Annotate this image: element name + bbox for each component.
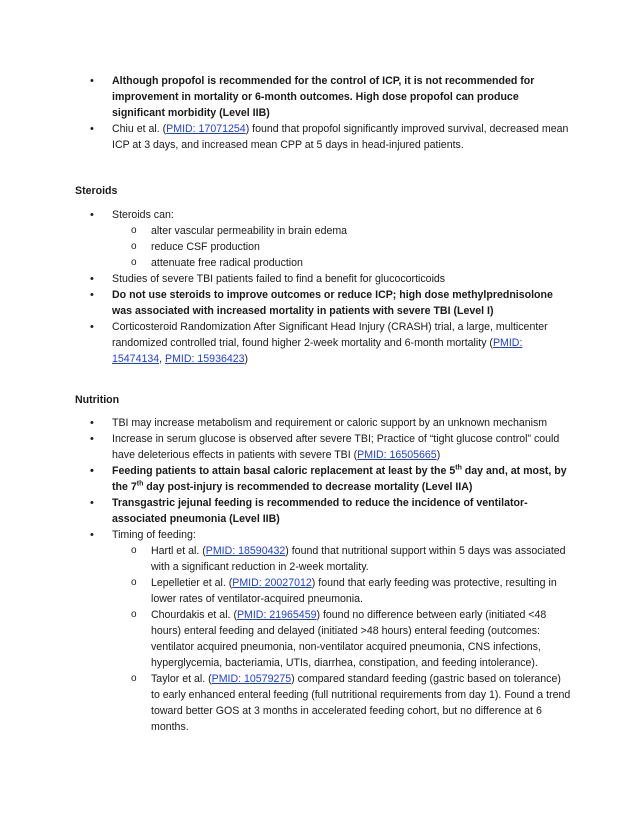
section-heading-steroids: Steroids <box>75 185 118 197</box>
bullet-icon: • <box>90 417 94 429</box>
list-item <box>0 121 638 153</box>
sub-list-item-text: Hartl et al. ( <box>151 545 206 557</box>
ordinal-suffix: th <box>136 480 144 488</box>
list-item <box>0 207 638 223</box>
sub-list-item-text: Lepelletier et al. ( <box>151 577 233 589</box>
list-item-text: Steroids can: <box>112 209 174 221</box>
list-item-text: , <box>159 353 166 365</box>
sub-bullet-icon: o <box>131 545 137 556</box>
nutrition-list <box>0 415 638 735</box>
sub-list-item <box>0 223 638 239</box>
list-item-text: ) <box>244 353 249 365</box>
list-item <box>0 271 638 287</box>
sub-list-item <box>0 671 638 735</box>
sub-list-item-text: Taylor et al. ( <box>151 673 212 685</box>
bullet-icon: • <box>90 529 94 541</box>
pmid-link[interactable]: PMID: 17071254 <box>166 123 246 135</box>
list-item-text: Studies of severe TBI patients failed to find a benefit for glucocorticoids <box>112 273 446 285</box>
pmid-link[interactable]: PMID: 21965459 <box>236 609 317 621</box>
ordinal-suffix: th <box>455 464 462 472</box>
list-item <box>0 431 638 463</box>
bullet-icon: • <box>90 497 94 509</box>
list-item-text: ) <box>436 449 441 461</box>
jejunal-feeding-recommendation: Transgastric jejunal feeding is recommended to reduce the incidence of ventilator-associated pneumonia (Level IIB) <box>112 497 528 525</box>
sub-list-item <box>0 575 638 607</box>
propofol-list <box>0 73 638 153</box>
pmid-link[interactable]: PMID: 20027012 <box>232 577 312 589</box>
list-item <box>0 415 638 431</box>
list-item <box>0 495 638 527</box>
bullet-icon: • <box>90 123 94 135</box>
bullet-icon: • <box>90 289 94 301</box>
sub-bullet-icon: o <box>131 257 137 268</box>
pmid-link[interactable]: PMID: 15474134 <box>112 337 523 365</box>
sub-list-item-text: alter vascular permeability in brain edema <box>151 225 348 237</box>
feeding-recommendation: Feeding patients to attain basal caloric replacement at least by the 5 <box>112 465 456 477</box>
sub-bullet-icon: o <box>131 609 137 620</box>
bullet-icon: • <box>90 75 94 87</box>
list-item <box>0 527 638 543</box>
sub-list-item <box>0 255 638 271</box>
list-item-text: Timing of feeding: <box>112 529 196 541</box>
sub-list-item-text: ) compared standard feeding (gastric based on tolerance) to early enhanced enteral feeding (full nutritional requirements from day 1). Found a trend toward better GOS at 3 months in accelerated feeding cohort, but no difference at 6 months. <box>151 673 571 733</box>
section-heading-nutrition: Nutrition <box>75 394 120 406</box>
list-item-text: Chiu et al. ( <box>112 123 167 135</box>
steroids-recommendation: Do not use steroids to improve outcomes or reduce ICP; high dose methylprednisolone was associated with increased mortality in patients with severe TBI (Level I) <box>112 289 553 317</box>
list-item <box>0 73 638 121</box>
pmid-link[interactable]: PMID: 15936423 <box>165 353 245 365</box>
sub-list-item-text: attenuate free radical production <box>151 257 303 269</box>
list-item-text: TBI may increase metabolism and requirement or caloric support by an unknown mechanism <box>112 417 548 429</box>
pmid-link[interactable]: PMID: 10579275 <box>211 673 292 685</box>
bullet-icon: • <box>90 273 94 285</box>
sub-list-item-text: reduce CSF production <box>151 241 260 253</box>
sub-list-item <box>0 239 638 255</box>
list-item <box>0 319 638 367</box>
sub-list-item <box>0 607 638 671</box>
sub-bullet-icon: o <box>131 225 137 236</box>
feeding-recommendation: day post-injury is recommended to decrease mortality (Level IIA) <box>143 481 473 493</box>
list-item-text: ) found that propofol significantly improved survival, decreased mean ICP at 3 days, and increased mean CPP at 5 days in head-injured patients. <box>112 123 569 151</box>
bullet-icon: • <box>90 465 94 477</box>
list-item-text: Increase in serum glucose is observed after severe TBI; Practice of “tight glucose control” could have deleterious effects in patients with severe TBI ( <box>112 433 560 461</box>
propofol-recommendation: Although propofol is recommended for the control of ICP, it is not recommended for improvement in mortality or 6-month outcomes. High dose propofol can produce significant morbidity (Level IIB) <box>112 75 535 119</box>
list-item-text: Corticosteroid Randomization After Significant Head Injury (CRASH) trial, a large, multicenter randomized controlled trial, found higher 2-week mortality and 6-month mortality ( <box>112 321 548 349</box>
sub-bullet-icon: o <box>131 673 137 684</box>
sub-list-item-text: ) found no difference between early (initiated <48 hours) enteral feeding and delayed (initiated >48 hours) enteral feeding (outcomes: ventilator acquired pneumonia, non-ventilator acquired pneumonia, CNS infections, hyperglycemia, bacteriamia, UTIs, diarrhea, constipation, and feeding intolerance). <box>151 609 547 669</box>
pmid-link[interactable]: PMID: 18590432 <box>205 545 286 557</box>
bullet-icon: • <box>90 433 94 445</box>
sub-list-item-text: ) found that early feeding was protective, resulting in lower rates of ventilator-acquired pneumonia. <box>151 577 557 605</box>
pmid-link[interactable]: PMID: 16505665 <box>357 449 437 461</box>
sub-bullet-icon: o <box>131 241 137 252</box>
feeding-recommendation: day and, at most, by the 7 <box>112 465 567 493</box>
sub-list-item <box>0 543 638 575</box>
sub-list-item-text: ) found that nutritional support within 5 days was associated with a significant reduction in 2-week mortality. <box>151 545 566 573</box>
list-item <box>0 287 638 319</box>
sub-bullet-icon: o <box>131 577 137 588</box>
bullet-icon: • <box>90 209 94 221</box>
bullet-icon: • <box>90 321 94 333</box>
steroids-list <box>0 207 638 367</box>
sub-list-item-text: Chourdakis et al. ( <box>151 609 237 621</box>
list-item <box>0 463 638 495</box>
